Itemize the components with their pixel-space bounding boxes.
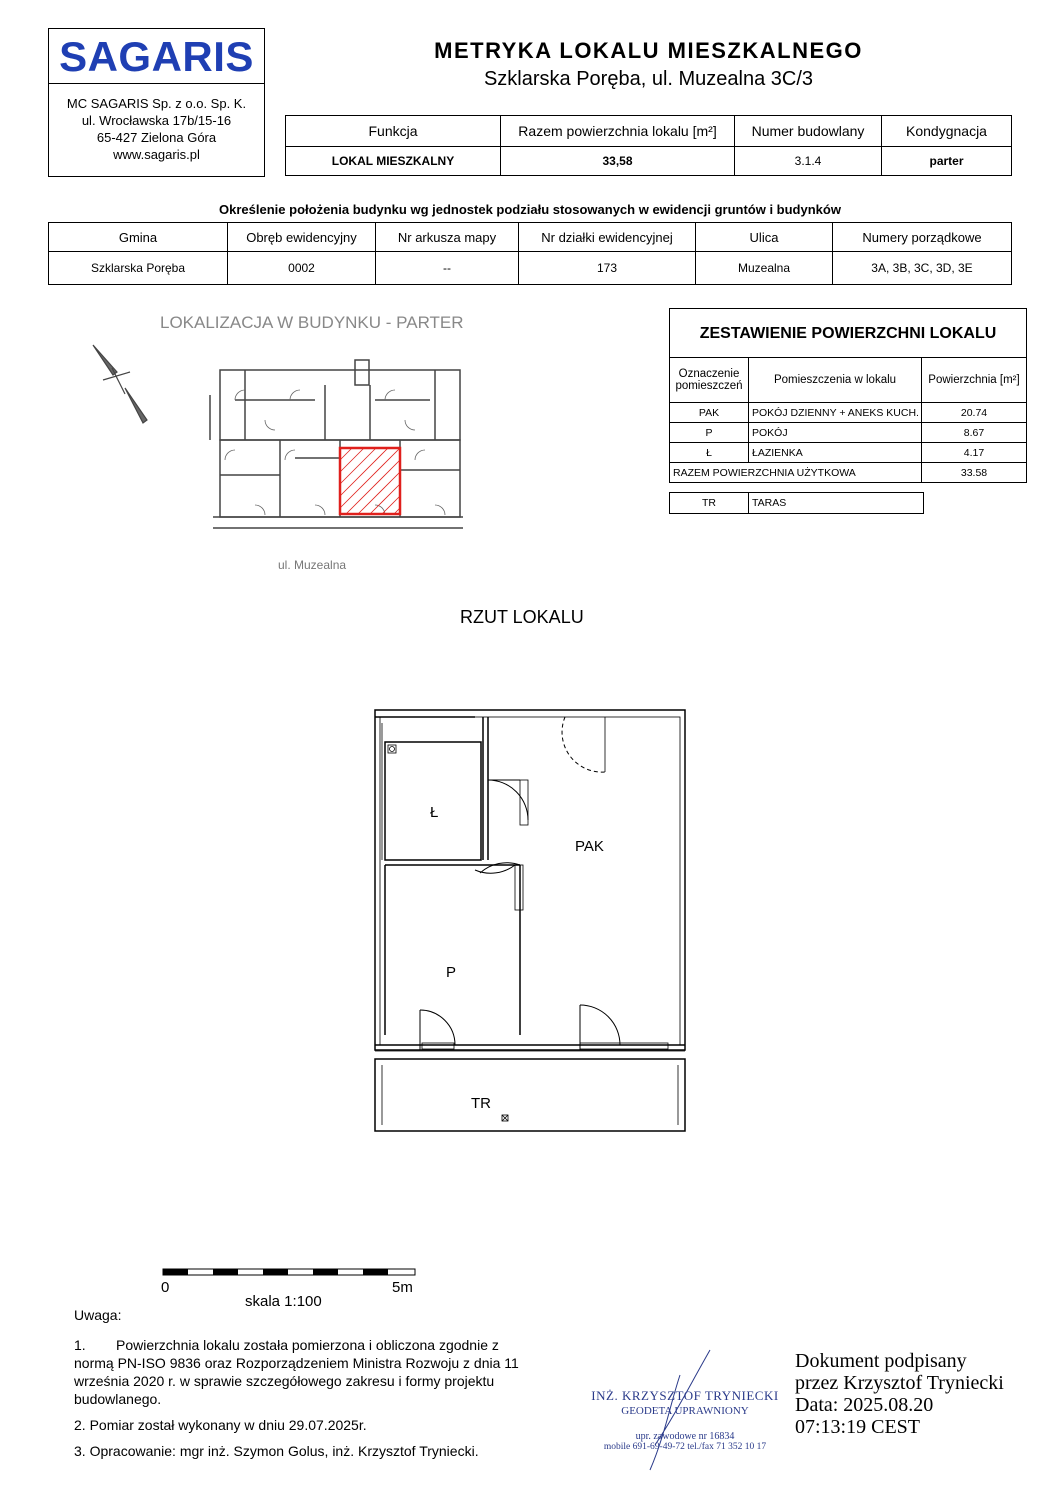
notes [74, 1306, 529, 1460]
terrace-name: TARAS [749, 493, 924, 514]
room-name: POKÓJ [749, 423, 922, 443]
room-area: 8.67 [922, 423, 1027, 443]
floor-plan [370, 705, 695, 1140]
room-label-terrace: TR [471, 1095, 491, 1112]
room-code: PAK [670, 403, 749, 423]
header-total-area: Razem powierzchnia lokalu [m²] [501, 116, 735, 147]
value-plot-number: 173 [519, 252, 696, 285]
table-row [670, 423, 1027, 443]
company-box [48, 28, 265, 177]
company-name: MC SAGARIS Sp. z o.o. Sp. K. [66, 96, 247, 111]
value-function: LOKAL MIESZKALNY [286, 147, 501, 176]
header-plot-number: Nr działki ewidencyjnej [519, 223, 696, 252]
value-total-area: 33,58 [501, 147, 735, 176]
header-room-code: Oznaczenie pomieszczeń [670, 358, 749, 403]
stamp-role: GEODETA UPRAWNIONY [621, 1405, 749, 1417]
note-1-text: Powierzchnia lokalu została pomierzona i obliczona zgodnie z normą PN-ISO 9836 oraz Rozporządzeniem Ministra Rozwoju z dnia 11 września 2020 r. w sprawie szczegółowego zakresu i formy projektu budowlanego. [74, 1337, 519, 1407]
room-label-living: PAK [575, 838, 604, 855]
header-precinct: Obręb ewidencyjny [228, 223, 376, 252]
extra-rooms-table [669, 492, 924, 514]
signature-icon [620, 1345, 730, 1475]
header-building-number: Numer budowlany [735, 116, 882, 147]
total-label: RAZEM POWIERZCHNIA UŻYTKOWA [670, 463, 922, 483]
room-label-bathroom: Ł [430, 804, 439, 821]
note-1-number: 1. [74, 1337, 86, 1353]
value-map-sheet: -- [376, 252, 519, 285]
value-precinct: 0002 [228, 252, 376, 285]
value-municipality: Szklarska Poręba [49, 252, 228, 285]
room-label-room: P [446, 964, 457, 981]
room-code: Ł [670, 443, 749, 463]
scale-end: 5m [392, 1279, 413, 1296]
unit-info-table [285, 115, 1012, 176]
signature-line-2: przez Krzysztof Tryniecki [795, 1372, 1004, 1394]
header-room-area: Powierzchnia [m²] [922, 358, 1027, 403]
header-function: Funkcja [286, 116, 501, 147]
value-floor: parter [882, 147, 1012, 176]
document-title: METRYKA LOKALU MIESZKALNEGO [434, 38, 863, 63]
total-value: 33.58 [922, 463, 1027, 483]
room-area: 20.74 [922, 403, 1027, 423]
header-floor: Kondygnacja [882, 116, 1012, 147]
terrace-code: TR [670, 493, 749, 514]
company-website: www.sagaris.pl [113, 147, 200, 162]
value-house-numbers: 3A, 3B, 3C, 3D, 3E [833, 252, 1012, 285]
header-map-sheet: Nr arkusza mapy [376, 223, 519, 252]
building-location-title: LOKALIZACJA W BUDYNKU - PARTER [160, 313, 464, 332]
street-label: ul. Muzealna [278, 558, 347, 572]
document-subtitle: Szklarska Poręba, ul. Muzealna 3C/3 [483, 68, 814, 90]
plan-title: RZUT LOKALU [460, 607, 584, 627]
rooms-summary-title: ZESTAWIENIE POWIERZCHNI LOKALU [699, 325, 997, 342]
scale-bar [160, 1265, 420, 1279]
stamp-name: INŻ. KRZYSZTOF TRYNIECKI [591, 1388, 779, 1403]
table-row [670, 403, 1027, 423]
signature-line-4: 07:13:19 CEST [795, 1416, 921, 1438]
room-code: P [670, 423, 749, 443]
location-table [48, 222, 1012, 285]
header-municipality: Gmina [49, 223, 228, 252]
company-city: 65-427 Zielona Góra [96, 130, 217, 145]
header-house-numbers: Numery porządkowe [833, 223, 1012, 252]
note-3: 3. Opracowanie: mgr inż. Szymon Golus, inż. Krzysztof Tryniecki. [74, 1443, 479, 1459]
header-room-name: Pomieszczenia w lokalu [749, 358, 922, 403]
room-name: ŁAZIENKA [749, 443, 922, 463]
room-area: 4.17 [922, 443, 1027, 463]
building-location-plan [85, 340, 475, 560]
digital-signature [795, 1350, 1004, 1438]
stamp-license: upr. zawodowe nr 16834 [635, 1431, 735, 1442]
header-street: Ulica [696, 223, 833, 252]
rooms-summary-title-box [669, 308, 1027, 358]
notes-heading: Uwaga: [74, 1307, 122, 1323]
stamp-contact: mobile 691-69-49-72 tel./fax 71 352 10 17 [603, 1442, 767, 1452]
scale-start: 0 [161, 1279, 170, 1296]
room-name: POKÓJ DZIENNY + ANEKS KUCH. [749, 403, 922, 423]
table-row [670, 443, 1027, 463]
value-building-number: 3.1.4 [735, 147, 882, 176]
note-2: 2. Pomiar został wykonany w dniu 29.07.2025r. [74, 1417, 367, 1433]
company-street: ul. Wrocławska 17b/15-16 [81, 113, 232, 128]
company-brand: SAGARIS [59, 33, 254, 80]
value-street: Muzealna [696, 252, 833, 285]
scale-label: skala 1:100 [245, 1293, 322, 1310]
north-arrow-icon [93, 345, 147, 423]
signature-line-3: Data: 2025.08.20 [795, 1394, 934, 1416]
location-heading: Określenie położenia budynku wg jednostek podziału stosowanych w ewidencji gruntów i budynków [219, 202, 841, 217]
total-row [670, 463, 1027, 483]
rooms-summary-table [669, 357, 1027, 483]
signature-line-1: Dokument podpisany [795, 1350, 967, 1372]
